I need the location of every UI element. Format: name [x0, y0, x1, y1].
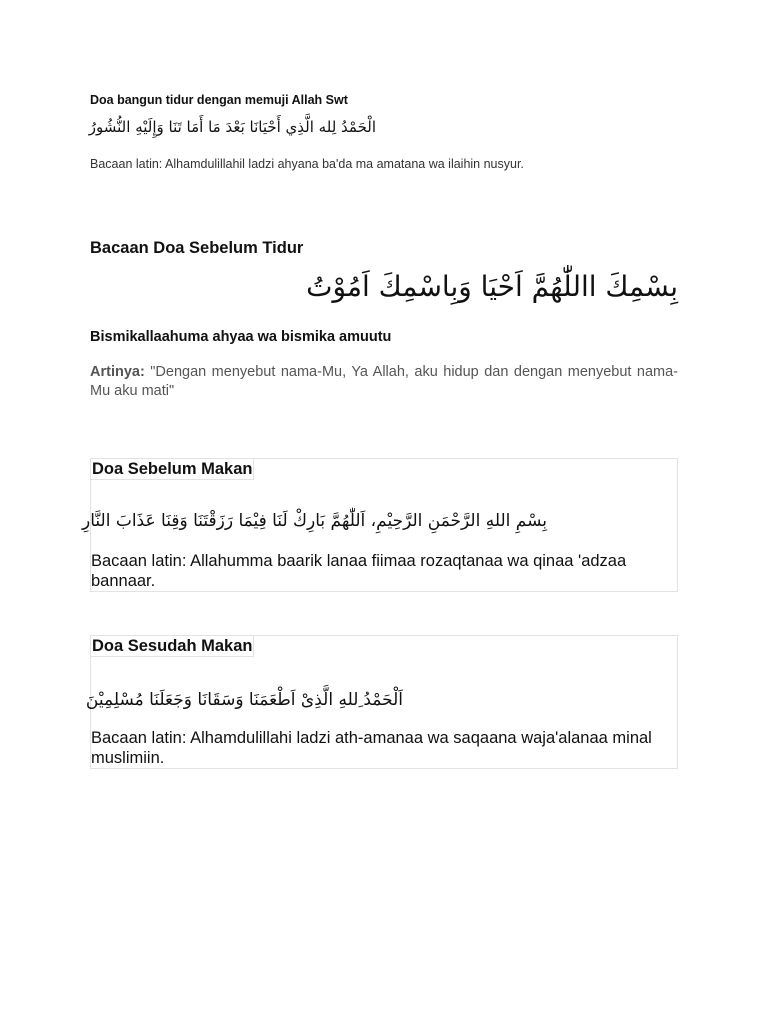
- doa-bangun-tidur-title: Doa bangun tidur dengan memuji Allah Swt: [90, 93, 348, 107]
- doa-sebelum-tidur-title: Bacaan Doa Sebelum Tidur: [90, 239, 304, 257]
- doa-bangun-tidur-latin: Bacaan latin: Alhamdulillahil ladzi ahyana ba'da ma amatana wa ilaihin nusyur.: [90, 157, 524, 171]
- doa-sebelum-makan-arabic: بِسْمِ اللهِ الرَّحْمَنِ الرَّحِيْمِ، اَللّٰهُمَّ بَارِكْ لَنَا فِيْمَا رَزَقْتَنَا وَقِنَا عَذَابَ النَّارِ: [82, 511, 547, 531]
- doa-sebelum-makan-latin: Bacaan latin: Allahumma baarik lanaa fiimaa rozaqtanaa wa qinaa 'adzaa bannaar.: [91, 552, 627, 590]
- doa-sesudah-makan-latin: Bacaan latin: Alhamdulillahi ladzi ath-amanaa wa saqaana waja'alanaa minal muslimiin.: [91, 729, 652, 767]
- doa-sesudah-makan-title: Doa Sesudah Makan: [92, 637, 253, 655]
- doa-bangun-tidur-arabic: الْحَمْدُ لِله الَّذِي أَحْيَانَا بَعْدَ مَا أَمَا تَنَا وَإِلَيْهِ النُّشُورُ: [88, 118, 376, 136]
- doa-sesudah-makan-box: [85, 635, 678, 769]
- doa-sebelum-tidur-arabic: بِسْمِكَ االلّٰهُمَّ اَحْيَا وَبِاسْمِكَ اَمُوْتُ: [306, 270, 678, 303]
- doa-sebelum-makan-title: Doa Sebelum Makan: [92, 460, 253, 478]
- doa-sebelum-tidur-meaning: [90, 363, 678, 401]
- doa-sebelum-makan-box: [82, 458, 678, 592]
- doa-sebelum-tidur-latin: Bismikallaahuma ahyaa wa bismika amuutu: [90, 329, 392, 345]
- meaning-label: Artinya:: [90, 364, 145, 380]
- doa-sesudah-makan-arabic: اَلْحَمْدُ ِللهِ الَّذِىْ اَطْعَمَنَا وَسَقَانَا وَجَعَلَنَا مُسْلِمِيْنَ: [85, 690, 403, 710]
- meaning-text: "Dengan menyebut nama-Mu, Ya Allah, aku hidup dan dengan menyebut nama-Mu aku mati": [90, 364, 678, 399]
